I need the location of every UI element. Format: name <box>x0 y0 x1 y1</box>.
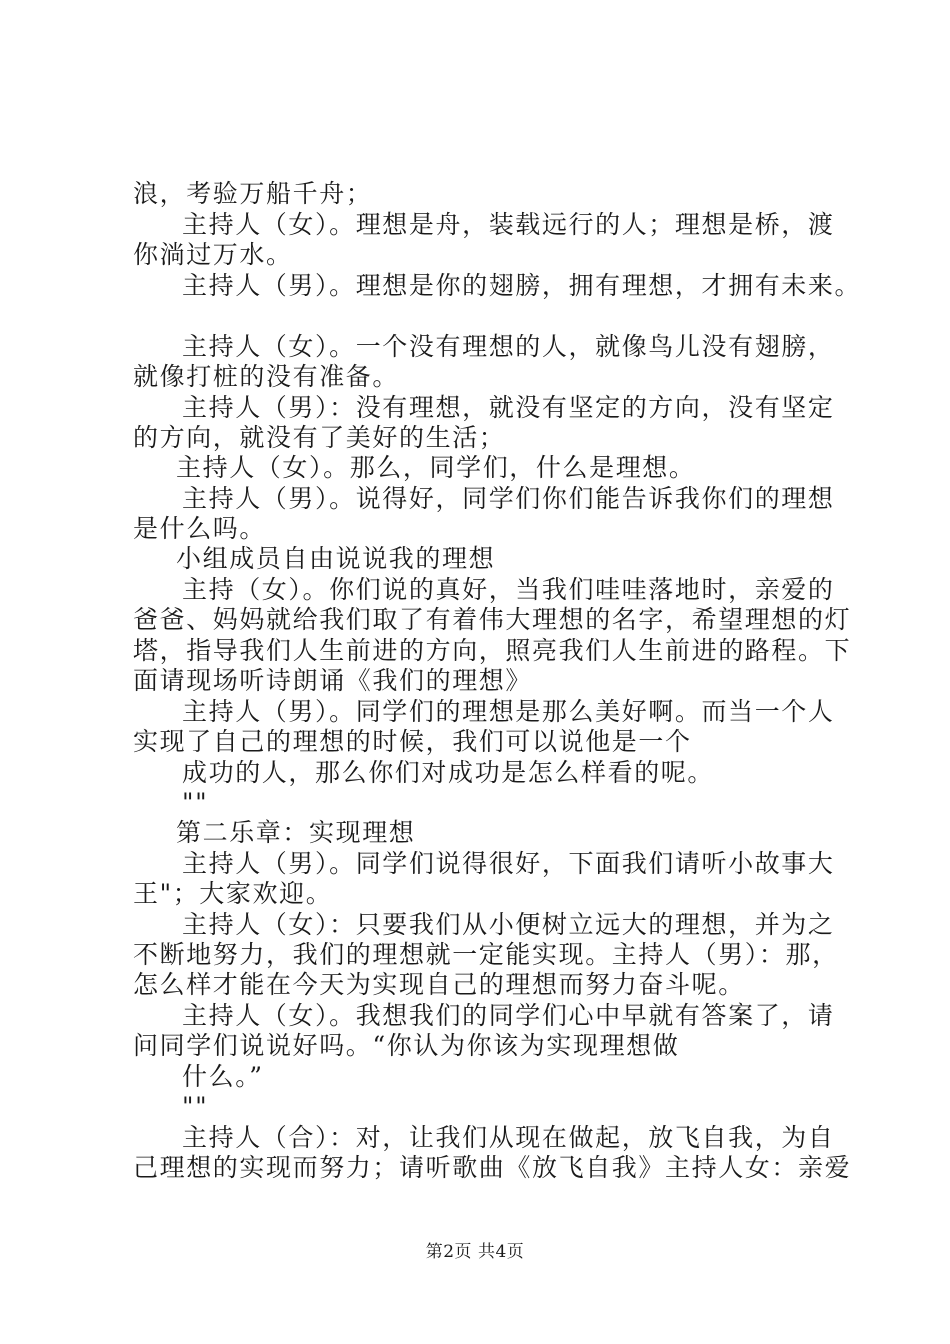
text-line: 塔，指导我们人生前进的方向，照亮我们人生前进的路程。下 <box>133 636 852 665</box>
text-line: 成功的人，那么你们对成功是怎么样看的呢。 <box>182 758 715 787</box>
text-line: 是什么吗。 <box>133 514 267 543</box>
text-line: 主持人（男）。同学们的理想是那么美好啊。而当一个人 <box>182 697 835 726</box>
text-line: 主持人（男）：没有理想，就没有坚定的方向，没有坚定 <box>182 393 835 422</box>
text-line: 主持（女）。你们说的真好，当我们哇哇落地时，亲爱的 <box>182 575 835 604</box>
text-line: 浪，考验万船千舟； <box>133 179 373 208</box>
text-line: 面请现场听诗朗诵《我们的理想》 <box>133 666 533 695</box>
text-line: 你淌过万水。 <box>133 240 293 269</box>
text-line: 主持人（女）。那么，同学们，什么是理想。 <box>176 453 696 482</box>
text-line: 就像打桩的没有准备。 <box>133 362 400 391</box>
text-line: "" <box>182 788 209 817</box>
text-line: 主持人（男）。同学们说得很好，下面我们请听小故事大 <box>182 849 835 878</box>
text-line: 主持人（女）。一个没有理想的人，就像鸟儿没有翅膀， <box>182 332 835 361</box>
text-line: 什么。” <box>182 1062 264 1091</box>
text-line: 主持人（男）。理想是你的翅膀，拥有理想，才拥有未来。 <box>182 271 862 300</box>
text-line: 主持人（女）。我想我们的同学们心中早就有答案了，请 <box>182 1001 835 1030</box>
text-line: 己理想的实现而努力；请听歌曲《放飞自我》主持人女：亲爱 <box>133 1153 852 1182</box>
text-line: 实现了自己的理想的时候，我们可以说他是一个 <box>133 727 692 756</box>
text-line: 怎么样才能在今天为实现自己的理想而努力奋斗呢。 <box>133 970 745 999</box>
text-line: 主持人（合）：对，让我们从现在做起，放飞自我，为自 <box>182 1123 835 1152</box>
text-line: 问同学们说说好吗。“你认为你该为实现理想做 <box>133 1031 680 1060</box>
text-line: 王"；大家欢迎。 <box>133 879 333 908</box>
text-line: 主持人（男）。说得好，同学们你们能告诉我你们的理想 <box>182 484 835 513</box>
text-line: "" <box>182 1092 209 1121</box>
text-line: 不断地努力，我们的理想就一定能实现。主持人（男）：那， <box>133 940 839 969</box>
text-line: 主持人（女）。理想是舟，装载远行的人；理想是桥，渡 <box>182 210 835 239</box>
text-line: 爸爸、妈妈就给我们取了有着伟大理想的名字，希望理想的灯 <box>133 605 852 634</box>
text-line: 小组成员自由说说我的理想 <box>176 544 496 573</box>
section-heading: 第二乐章：实现理想 <box>176 818 416 847</box>
text-line: 主持人（女）：只要我们从小便树立远大的理想，并为之 <box>182 910 835 939</box>
page-footer: 第2页 共4页 <box>425 1242 525 1262</box>
text-line: 的方向，就没有了美好的生活； <box>133 423 506 452</box>
